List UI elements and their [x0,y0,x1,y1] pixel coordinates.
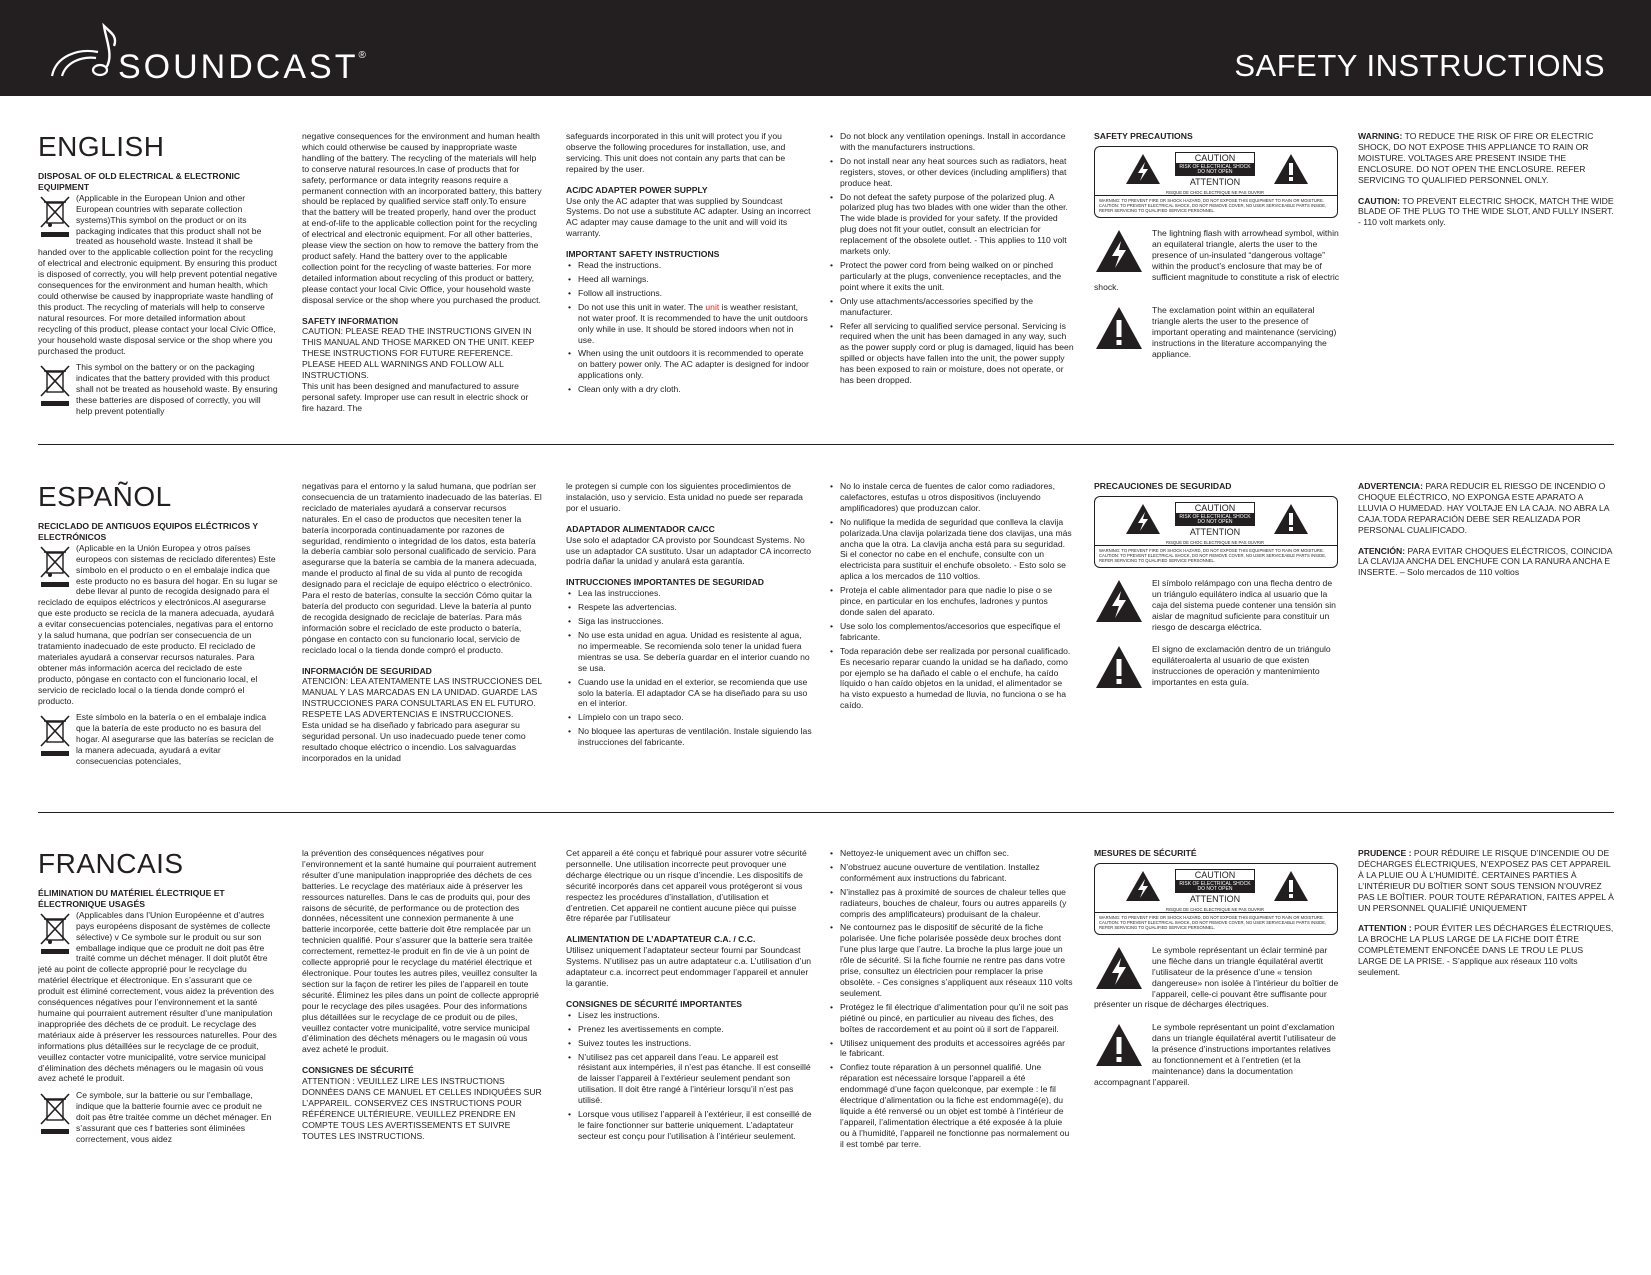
exclamation-triangle-icon [1094,305,1144,351]
page-title: SAFETY INSTRUCTIONS [1234,48,1605,83]
lightning-triangle-icon [1125,153,1161,185]
list-item: • Cuando use la unidad en el exterior, se recomienda que use solo la batería. El adaptador CA se ha diseñado para su uso en el interior. [566,677,812,710]
list-item: • Utilisez uniquement des produits et accessoires agréés par le fabricant. [828,1038,1074,1060]
caution-warning-lines: WARNING: TO PREVENT FIRE OR SHOCK HAZARD, DO NOT EXPOSE THIS EQUIPMENT TO RAIN OR MOISTURE. CAUTION: TO PREVENT ELECTRICAL SHOCK, DO NOT REMOVE COVER, NO USER SERVICEABLE PARTS INSIDE, REFER SERVICING TO QUALIFIED SERVICE PERSONNEL. [1095,195,1337,215]
warning-label: WARNING: [1358,131,1403,141]
weee-bin-icon [38,911,72,955]
battery-text-cont: la prévention des conséquences négatives pour l’environnement et la santé humaine qui pourraient autrement résulter d’une manipulation inappropriée des déchets de ces batteries. Le recyclage des matériaux aide à préserver les ressources naturelles. Dans le cas de produits qui, pour des raisons de sécurité, de performance ou de protection des données, nécessitent une connexion permanente à une batterie incorporée, cette batterie doit être remplacée par un technicien qualifié. Pour s’assurer que la batterie sera traitée correctement, remettez-le produit en fin de vie à un point de collecte approprié pour le recyclage du matériel électrique et électronique. Pour toutes les autres piles, veuillez consulter la section sur la façon de retirer les piles de l’appareil en toute sécurité. Éliminez les piles dans un point de collecte approprié pour le recyclage des piles usagées. Pour des informations plus détaillées sur le recyclage de ce produit ou de piles, veuillez contacter votre municipalité, votre service municipal d’élimination des déchets ménagers ou le magasin où vous avez acheté le produit. [302,848,539,1055]
language-heading: ESPAÑOL [38,481,172,512]
lightning-symbol-text: El símbolo relámpago con una flecha dentro de un triángulo equilátero indica al usuario que la caja del sistema puede contener una tensión sin aislar de magnitud suficiente para constituir un riesgo de descarga eléctrica. [1152,577,1336,632]
list-item: • N’utilisez pas cet appareil dans l’eau. Le appareil est résistant aux intempéries, il n’est pas étanche. Il est conseillé de laisser l’appareil à l’extérieur seulement pendant son utilisation. Il doit être rangé à l’intérieur lorsqu’il n’est pas utilisé. [566,1052,812,1107]
list-item: • Lorsque vous utilisez l’appareil à l’extérieur, il est conseillé de le faire fonctionner sur batterie uniquement. L’adaptateur secteur est conçu pour l’utilisation à l’intérieur seulement. [566,1109,812,1142]
list-item: • N’obstruez aucune ouverture de ventilation. Installez conformément aux instructions du fabricant. [828,862,1074,884]
weee-bin-icon [38,194,72,238]
section-divider [38,812,1614,813]
list-item: • No lo instale cerca de fuentes de calor como radiadores, calefactores, estufas u otros dispositivos (incluyendo amplificadores) que produzcan calor. [828,481,1074,514]
caution-risk: RISK OF ELECTRICAL SHOCK DO NOT OPEN [1175,881,1255,893]
warning-label: ADVERTENCIA: [1358,481,1423,491]
lightning-symbol-text: The lightning flash with arrowhead symbol, within an equilateral triangle, alerts the user to the presence of un-insulated “dangerous voltage” within the product’s enclosure that may be of sufficient magnitude to constitute a risk of electric shock. [1094,227,1340,293]
list-item: • Lea las instrucciones. [566,588,812,599]
en-col-1 [38,131,278,423]
list-item: • Proteja el cable alimentador para que nadie lo pise o se pince, en particular en los enchufes, ladrones y puntos donde salen del aparato. [828,585,1074,618]
adapter-text: Utilisez uniquement l’adaptateur secteur fourni par Soundcast Systems. N’utilisez pas un autre adaptateur c.a. L’utilisation d’un adaptateur c.a. incorrect peut endommager l’appareil et annuler la garantie. [566,945,812,988]
es-col-6 [1358,481,1614,588]
battery-bin-icon [38,363,72,407]
battery-text: This symbol on the battery or on the packaging indicates that the battery provided with this product shall not be treated as household waste. By ensuring these batteries are disposed of correctly, you will help prevent potentially [76,362,278,417]
warning-label: PRUDENCE : [1358,848,1412,858]
list-item: • Suivez toutes les instructions. [566,1038,812,1049]
list-item: • N’installez pas à proximité de sources de chaleur telles que radiateurs, bouches de chaleur, fours ou autres appareils (y compris des amplificateurs) produisant de la chaleur. [828,887,1074,920]
list-item: • When using the unit outdoors it is recommended to operate on battery power only. The AC adapter is designed for indoor applications only. [566,348,812,381]
fr-col-3 [566,848,812,1152]
lightning-triangle-icon [1094,578,1144,624]
adapter-heading: AC/DC ADAPTER POWER SUPPLY [566,184,708,195]
safeguards-text: Cet appareil a été conçu et fabriqué pour assurer votre sécurité personnelle. Une utilisation incorrecte peut provoquer une décharge électrique ou un risque d’incendie. Les dispositifs de sécurité incorporés dans cet appareil vous protégeront si vous respectez les procédures d’installation, d’utilisation et d’entretien. Cet appareil ne contient aucune pièce qui puisse être réparée par l’utilisateur [566,848,807,924]
important-heading: IMPORTANT SAFETY INSTRUCTIONS [566,249,720,260]
language-heading: FRANCAIS [38,848,184,879]
disposal-text: (Applicable in the European Union and other European countries with separate collection systems)This symbol on the product or on its packaging indicates that this product shall not be treated as household waste. Instead it shall be handed over to the applicable collection point for the recycling of electrical and electronic equipment. By ensuring this product is disposed of correctly, you will help prevent potential negative consequences for the environment and human health, which could otherwise be caused by inappropriate waste handling of this product. The recycling of materials will help to conserve natural resources. For more detailed information about recycling of this product, please contact your local Civic Office, your household waste disposal service or the shop where you purchased the product. [38,192,278,356]
disposal-heading: ÉLIMINATION DU MATÉRIEL ÉLECTRIQUE ET ÉLECTRONIQUE USAGÉS [38,888,225,909]
es-col-3 [566,481,812,758]
warning-text: PARA REDUCIR EL RIESGO DE INCENDIO O CHOQUE ELÉCTRICO, NO EXPONGA ESTE APARATO A LLUVIA O HUMEDAD. HAY VOLTAJE EN LA CAJA. NO ABRA LA CAJA.TODA REPARACIÓN DEBE SER REALIZADA POR PERSONAL CUALIFICADO. [1358,481,1610,535]
safeguards-text: safeguards incorporated in this unit will protect you if you observe the following procedures for installation, use, and servicing. This unit does not contain any parts that can be repaired by the user. [566,131,786,174]
list-item: • Do not defeat the safety purpose of the polarized plug. A polarized plug has two blades with one wider than the other. The wide blade is provided for your safety. If the provided plug does not fit your outlet, consult an electrician for replacement of the obsolete outlet. - This applies to 110 volt markets only. [828,192,1074,257]
caution-risk-fr: RISQUE DE CHOC ELECTRIQUE NE PAS OUVRIR [1165,189,1265,195]
caution-title: CAUTION [1175,152,1255,164]
warning-text: TO REDUCE THE RISK OF FIRE OR ELECTRIC SHOCK, DO NOT EXPOSE THIS APPLIANCE TO RAIN OR MOISTURE. VOLTAGES ARE PRESENT INSIDE THE ENCLOSURE. DO NOT OPEN THE ENCLOSURE. REFER SERVICING TO QUALIFIED PERSONNEL ONLY. [1358,131,1594,185]
safety-info-caps: CAUTION: PLEASE READ THE INSTRUCTIONS GIVEN IN THIS MANUAL AND THOSE MARKED ON THE UNIT. KEEP THESE INSTRUCTIONS FOR FUTURE REFERENCE. PLEASE HEED ALL WARNINGS AND FOLLOW ALL INSTRUCTIONS. [302,326,535,381]
caution-label: ATTENTION : [1358,923,1412,934]
list-item: • Prenez les avertissements en compte. [566,1024,812,1035]
battery-text: Ce symbole, sur la batterie ou sur l’emballage, indique que la batterie fournie avec ce produit ne doit pas être traitée comme un déchet ménager. En s’assurant que ces f batteries sont éliminées correctement, vous aidez [76,1090,272,1144]
safeguards-text: le protegen si cumple con los siguientes procedimientos de instalación, uso y servicio. Esta unidad no puede ser reparada por el usuario. [566,481,803,513]
caution-label-panel [1094,146,1338,218]
caution-text: POUR ÉVITER LES DÉCHARGES ÉLECTRIQUES, LA BROCHE LA PLUS LARGE DE LA FICHE DOIT ÊTRE COMPLÈTEMENT ENFONCÉE DANS LE TROU LE PLUS LARGE DE LA PRISE. - S’applique aux réseaux 110 volts seulement. [1358,923,1614,978]
fr-col-4 [828,848,1074,1160]
safety-info-text: This unit has been designed and manufactured to assure personal safety. Improper use can result in electric shock or fire hazard. The [302,380,529,413]
list-item: • Do not use this unit in water. The unit is weather resistant, not water proof. It is recommended to have the unit outdoors only while in use. It should be stored indoors when not in use. [566,302,812,346]
language-heading: ENGLISH [38,131,165,162]
list-item: • No nulifique la medida de seguridad que conlleva la clavija polarizada.Una clavija polarizada tiene dos clavijas, una más ancha que la otra. La clavija ancha está para su seguridad. Si el conector no cabe en el enchufe, consulte con un electricista para sustituir el enchufe obsoleto. - Esto solo se aplica a los mercados de 110 voltios. [828,517,1074,582]
exclamation-triangle-icon [1094,1022,1144,1068]
caution-text: PARA EVITAR CHOQUES ELÉCTRICOS, COINCIDA LA CLAVIJA ANCHA DEL ENCHUFE CON LA RANURA ANCHA E INSERTE. – Solo mercados de 110 voltios [1358,545,1613,578]
caution-risk-fr: RISQUE DE CHOC ELECTRIQUE NE PAS OUVRIR [1165,906,1265,912]
fr-col-2 [302,848,542,1142]
battery-text-cont: negative consequences for the environment and human health which could otherwise be caused by inappropriate waste handling of the battery. The recycling of the materials will help to conserve natural resources.In case of products that for safety, performance or data integrity reasons require a permanent connection with an incorporated battery, this battery should be replaced by qualified service staff only.To ensure that the battery will be treated properly, hand over the product at end-of-life to the applicable collection point for the recycling of electrical and electronic equipment. For all other batteries, please view the section on how to remove the battery from the product safely. Hand the battery over to the applicable collection point for the recycling of waste batteries. For more detailed information about recycling of this product or battery, please contact your local Civic Office, your household waste disposal service or the shop where you purchased the product. [302,131,542,305]
safety-info-heading: CONSIGNES DE SÉCURITÉ [302,1065,414,1076]
caution-title: CAUTION [1175,502,1255,514]
list-item: • Read the instructions. [566,260,812,271]
section-divider [38,444,1614,445]
list-item: • Protégez le fil électrique d’alimentation pour qu’il ne soit pas piétiné ou pincé, en particulier au niveau des fiches, des boîtes de raccordement et au point où il sort de l’appareil. [828,1002,1074,1035]
exclamation-triangle-icon [1273,870,1309,902]
list-item: • Use solo los complementos/accesorios que especifique el fabricante. [828,621,1074,643]
lightning-triangle-icon [1094,228,1144,274]
caution-label-panel [1094,863,1338,935]
battery-bin-icon [38,1091,72,1135]
battery-bin-icon [38,713,72,757]
list-item: • Protect the power cord from being walked on or pinched particularly at the plugs, convenience receptacles, and the point where it exits the unit. [828,260,1074,293]
exclamation-triangle-icon [1273,503,1309,535]
header-bar [0,0,1651,96]
en-col-6 [1358,131,1614,238]
caution-warning-lines: WARNING: TO PREVENT FIRE OR SHOCK HAZARD, DO NOT EXPOSE THIS EQUIPMENT TO RAIN OR MOISTURE. CAUTION: TO PREVENT ELECTRICAL SHOCK, DO NOT REMOVE COVER, NO USER SERVICEABLE PARTS INSIDE, REFER SERVICING TO QUALIFIED SERVICE PERSONNEL. [1095,912,1337,932]
list-item: • Do not block any ventilation openings. Install in accordance with the manufacturers instructions. [828,131,1074,153]
caution-warning-lines: WARNING: TO PREVENT FIRE OR SHOCK HAZARD, DO NOT EXPOSE THIS EQUIPMENT TO RAIN OR MOISTURE. CAUTION: TO PREVENT ELECTRICAL SHOCK, DO NOT REMOVE COVER, NO USER SERVICEABLE PARTS INSIDE, REFER SERVICING TO QUALIFIED SERVICE PERSONNEL. [1095,545,1337,565]
disposal-heading: RECICLADO DE ANTIGUOS EQUIPOS ELÉCTRICOS Y ELECTRÓNICOS [38,521,258,542]
exclamation-triangle-icon [1094,644,1144,690]
list-item: • Only use attachments/accessories specified by the manufacturer. [828,296,1074,318]
precautions-heading: PRECAUCIONES DE SEGURIDAD [1094,481,1232,491]
list-item: • Ne contournez pas le dispositif de sécurité de la fiche polarisée. Une fiche polarisée possède deux broches dont l’une plus large que l’autre. La broche la plus large joue un rôle de sécurité. Si la fiche fournie ne rentre pas dans votre prise, consultez un électricien pour remplacer la prise obsolète. - Ces consignes s’appliquent aux réseaux 110 volts seulement. [828,922,1074,998]
lightning-triangle-icon [1094,945,1144,991]
caution-label: ATENCIÓN: [1358,545,1406,556]
en-col-4 [828,131,1074,396]
lightning-triangle-icon [1125,503,1161,535]
list-item: • No bloquee las aperturas de ventilación. Instale siguiendo las instrucciones del fabricante. [566,726,812,748]
safety-info-caps: ATENCIÓN: LEA ATENTAMENTE LAS INSTRUCCIONES DEL MANUAL Y LAS MARCADAS EN LA UNIDAD. GUARDE LAS INSTRUCCIONES PARA CONSULTARLAS EN EL FUTURO. RESPETE LAS ADVERTENCIAS E INSTRUCCIONES. [302,676,542,720]
es-col-4 [828,481,1074,721]
safety-info-caps: ATTENTION : VEUILLEZ LIRE LES INSTRUCTIONS DONNÉES DANS CE MANUEL ET CELLES INDIQUÉES SUR L’APPAREIL. CONSERVEZ CES INSTRUCTIONS POUR RÉFÉRENCE ULTÉRIEURE. VEUILLEZ PRENDRE EN COMPTE TOUS LES AVERTISSEMENTS ET SUIVRE TOUTES LES INSTRUCTIONS. [302,1076,542,1141]
list-item: • Límpielo con un trapo seco. [566,712,812,723]
important-list [566,260,812,395]
section-francais [38,848,1614,1258]
caution-risk-fr: RISQUE DE CHOC ELECTRIQUE NE PAS OUVRIR [1165,539,1265,545]
caution-risk: RISK OF ELECTRICAL SHOCK DO NOT OPEN [1175,164,1255,176]
caution-label: CAUTION: [1358,195,1401,206]
lightning-triangle-icon [1125,870,1161,902]
list-item: • Toda reparación debe ser realizada por personal cualificado. Es necesario reparar cuando la unidad se ha dañado, como por ejemplo se ha dañado el cable o el enchufe, ha caído líquido o han caído objetos en la unidad, el alimentador se ha visto expuesto a humedad de lluvia, no funciona o se ha caído. [828,646,1074,711]
list-item: • No use esta unidad en agua. Unidad es resistente al agua, no impermeable. Se recomienda solo tener la unidad fuera mientras se usa. Se debería guardar en el interior cuando no se usa. [566,630,812,674]
es-col-5 [1094,481,1340,704]
safety-info-heading: SAFETY INFORMATION [302,315,399,326]
section-espanol [38,481,1614,791]
precautions-heading: SAFETY PRECAUTIONS [1094,131,1193,141]
caution-label-panel [1094,496,1338,568]
en-col-5 [1094,131,1340,372]
important-list [566,588,812,748]
attention-title: ATTENTION [1189,176,1241,187]
en-col-3 [566,131,812,405]
es-col-2 [302,481,542,764]
important-list [566,1010,812,1142]
important-heading: INTRUCCIONES IMPORTANTES DE SEGURIDAD [566,577,764,588]
exclamation-symbol-text: El signo de exclamación dentro de un triángulo equiláteroalerta al usuario de que existen instrucciones de operación y mantenimiento importantes en esta guía. [1152,644,1331,688]
adapter-heading: ALIMENTATION DE L’ADAPTATEUR C.A. / C.C. [566,934,756,945]
list-item: • Confiez toute réparation à un personnel qualifié. Une réparation est nécessaire lorsque l’appareil a été endommagé d’une façon quelconque, par exemple : le fil électrique d’alimentation ou la fiche est endommagé(e), du liquide a été renversé ou un objet est tombé à l’intérieur de l’appareil, l’alimentation électrique a été exposée à la pluie ou à l’humidité, l’appareil ne fonctionne pas normalement ou il est tombé par terre. [828,1062,1074,1149]
list-item: • Lisez les instructions. [566,1010,812,1021]
disposal-text: (Aplicable en la Unión Europea y otros países europeos con sistemas de reciclado diferentes) Este símbolo en el producto o en el embalaje indica que este producto no es basura del hogar. En su lugar se debe llevar al punto de recogida designado para el reciclado de equipos eléctricos y electrónicos.Al asegurarse que este producto se recicla de la manera adecuada, ayudará a evitar consecuencias potenciales, negativas para el entorno y la salud humana, que podrían ser consecuencia de un tratamiento inadecuado de este producto. El reciclado de materiales ayudará a conservar recursos naturales. Para obtener más información acerca del reciclado de este producto, póngase en contacto con el funcionario local, el servicio de reciclado local o la tienda donde compró el producto. [38,542,278,706]
safety-info-heading: INFORMACIÓN DE SEGURIDAD [302,665,432,676]
safety-info-text: Esta unidad se ha diseñado y fabricado para asegurar su seguridad personal. Un uso inadecuado puede tener como resultado choque eléctrico o incendio. Los salvaguardas incorporados en la unidad [302,720,526,763]
list-item: • Siga las instrucciones. [566,616,812,627]
section-english [38,131,1614,431]
attention-title: ATTENTION [1189,893,1241,904]
brand-name: SOUNDCAST® [118,48,366,86]
battery-text-cont: negativas para el entorno y la salud humana, que podrían ser consecuencia de un tratamiento inadecuado de las baterías. El reciclado de materiales ayudará a conservar recursos naturales. En el caso de productos que necesiten tener la batería incorporada continuadamente por razones de seguridad, rendimiento o integridad de los datos, esta batería la debería cambiar solo personal cualificado de servicio. Para asegurarse que la batería se cambia de la manera adecuada, mande el producto al final de su vida al punto de recogida designado para el reciclaje de equipo eléctrico o electrónico. Para el resto de baterías, consulte la sección Cómo quitar la batería del producto con seguridad. Lleve la batería al punto de recogida designado de reciclaje de baterías. Para más información sobre el reciclado de este producto o batería, póngase en contacto con su funcionario local, servicio de reciclado local o la tienda donde compró el producto. [302,481,542,655]
adapter-text: Use only the AC adapter that was supplied by Soundcast Systems. Do not use a substitute AC adapter. Using an incorrect AC adapter may cause damage to the unit and will void its warranty. [566,195,811,239]
disposal-text: (Applicables dans l’Union Européenne et d’autres pays européens disposant de systèmes de collecte sélective) v Ce symbole sur le produit ou sur son emballage indique que ce produit ne doit pas être traité comme un déchet ménager. Il doit plutôt être jeté au point de collecte approprié pour le recyclage du matériel électrique et électronique. En s’assurant que ce produit est éliminé correctement, vous aidez la prévention des conséquences négatives pour l’environnement et la santé humaine qui pourraient autrement résulter d’une manipulation inappropriée des déchets de ce produit. Le recyclage des matériaux aide à préserver les ressources naturelles. Pour des informations plus détaillées sur le recyclage de ce produit, veuillez contacter votre municipalité, votre service municipal d’élimination des déchets ménagers ou le magasin où vous avez acheté le produit. [38,909,277,1084]
lightning-symbol-text: Le symbole représentant un éclair terminé par une flèche dans un triangle équilatéral avertit l’utilisateur de la présence d’une « tension dangereuse» non isolée à l’intérieur du boîtier de l’appareil, celle-ci pouvant être suffisante pour présenter un risque de décharges électriques. [1094,944,1339,1010]
adapter-text: Use solo el adaptador CA provisto por Soundcast Systems. No use un adaptador CA sustituto. Usar un adaptador CA incorrecto podría dañar la unidad y anulará esta garantía. [566,534,812,567]
warning-text: POUR RÉDUIRE LE RISQUE D’INCENDIE OU DE DÉCHARGES ÉLECTRIQUES, N’EXPOSEZ PAS CET APPAREIL À LA PLUIE OU À L’HUMIDITÉ. CERTAINES PARTIES À L’INTÉRIEUR DU BOÎTIER SONT SOUS TENSION N’OUVREZ PAS LE BOÎTIER. POUR TOUTE RÉPARATION, FAITES APPEL À UN PERSONNEL QUALIFIÉ UNIQUEMENT [1358,848,1614,913]
fr-col-1 [38,848,278,1151]
caution-risk: RISK OF ELECTRICAL SHOCK DO NOT OPEN [1175,514,1255,526]
list-item: • Follow all instructions. [566,288,812,299]
fr-col-5 [1094,848,1340,1100]
weee-bin-icon [38,544,72,588]
list-item: • Clean only with a dry cloth. [566,384,812,395]
caution-title: CAUTION [1175,869,1255,881]
disposal-heading: DISPOSAL OF OLD ELECTRICAL & ELECTRONIC EQUIPMENT [38,171,241,192]
battery-text: Este símbolo en la batería o en el embalaje indica que la batería de este producto no es basura del hogar. Al asegurarse que las baterías se reciclan de la manera adecuada, ayudará a evitar consecuencias potenciales, [76,712,274,767]
es-col-1 [38,481,278,773]
list-item: • Refer all servicing to qualified service personal. Servicing is required when the unit has been damaged in any way, such as the power supply cord or plug is damaged, liquid has been spilled or objects have fallen into the unit, the power supply has been exposed to rain or moisture, does not operate, or has been dropped. [828,321,1074,386]
list-item: • Heed all warnings. [566,274,812,285]
important-heading: CONSIGNES DE SÉCURITÉ IMPORTANTES [566,998,743,1009]
adapter-heading: ADAPTADOR ALIMENTADOR CA/CC [566,523,715,534]
caution-text: TO PREVENT ELECTRIC SHOCK, MATCH THE WIDE BLADE OF THE PLUG TO THE WIDE SLOT, AND FULLY INSERT. - 110 volt markets only. [1358,195,1614,228]
list-item: • Nettoyez-le uniquement avec un chiffon sec. [828,848,1074,859]
precautions-heading: MESURES DE SÉCURITÉ [1094,848,1197,858]
en-col-2 [302,131,542,414]
list-item: • Do not install near any heat sources such as radiators, heat registers, stoves, or other devices (including amplifiers) that produce heat. [828,156,1074,189]
fr-col-6 [1358,848,1614,988]
exclamation-triangle-icon [1273,153,1309,185]
list-item: • Respete las advertencias. [566,602,812,613]
exclamation-symbol-text: The exclamation point within an equilateral triangle alerts the user to the presence of important operating and maintenance (servicing) instructions in the literature accompanying the appliance. [1152,305,1337,359]
attention-title: ATTENTION [1189,526,1241,537]
exclamation-symbol-text: Le symbole représentant un point d’exclamation dans un triangle équilatéral avertit l’utilisateur de la présence d’instructions importantes relatives au fonctionnement et à l’entretien (et la maintenance) dans la documentation accompagnant l’appareil. [1094,1022,1336,1087]
